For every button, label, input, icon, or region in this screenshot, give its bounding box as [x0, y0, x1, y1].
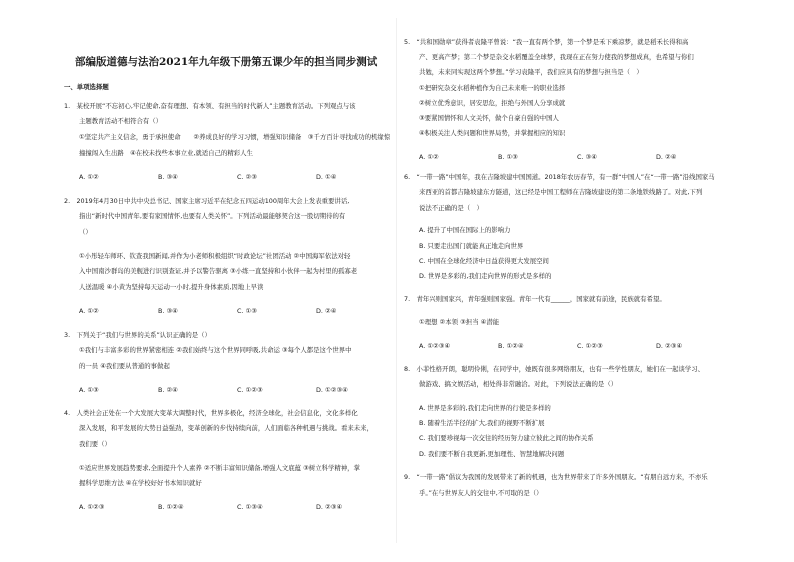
- q6-option-b[interactable]: B. 只要走出国门就能真正地走向世界: [419, 242, 524, 250]
- q5-line: 5. “共和国勋章”获得者袁隆平曾说：“我一直有两个梦，第一个梦是禾下乘凉梦，就是稻禾长得和高: [404, 38, 689, 46]
- q7-option-c[interactable]: C. ①②③: [577, 342, 603, 350]
- q2-option-b[interactable]: B. ③④: [158, 307, 178, 315]
- section-heading: 一、单项选择题: [64, 83, 109, 91]
- q1-line: 1. 某校开展“不忘初心,牢记使命,奋有理想、有本领、有担当的时代新人”主题教育活动。下列观点与该: [64, 102, 356, 110]
- q8-option-a[interactable]: A. 世界是多彩的,我们走向世界的行使是多样的: [419, 404, 551, 412]
- q6-line: 说法不正确的是（ ）: [419, 204, 483, 212]
- q7-option-a[interactable]: A. ①②③④: [419, 342, 451, 350]
- q7-option-d[interactable]: D. ②③④: [656, 342, 683, 350]
- q5-line: 产、更高产梦；第二个梦是杂交水稻覆盖全球梦，我现在正在努力使我的梦想成真，也希望与你们: [419, 53, 694, 61]
- column-divider: [396, 18, 397, 543]
- q8-option-d[interactable]: D. 我们要不断自我更新,更加理性、智慧地解决问题: [419, 450, 565, 458]
- q6-option-c[interactable]: C. 中国在全球化经济中日益获得更大发展空间: [419, 257, 549, 265]
- q3-line: 的一员 ④我们要从普通的事做起: [79, 362, 170, 370]
- q7-line: 7. 青年兴则国家兴，青年强则国家强。青年一代有______，国家就有前途，民族就有希望。: [404, 295, 666, 303]
- q3-option-a[interactable]: A. ①③: [79, 386, 99, 394]
- q5-line: 共勉，未来同实现这两个梦想。”学习袁隆平，我们应具有的梦想与担当是（ ）: [419, 68, 643, 76]
- q2-option-d[interactable]: D. ②④: [316, 307, 337, 315]
- q4-line: 我们要（）: [79, 440, 111, 448]
- q2-option-c[interactable]: C. ①③: [237, 307, 257, 315]
- q9-line: 9. “一带一路”倡议为我国的发展带来了新的机遇，也为世界带来了许多外国朋友。“有朋自远方来，不亦乐: [404, 473, 708, 481]
- q3-option-d[interactable]: D. ①②③④: [316, 386, 348, 394]
- q1-option-b[interactable]: B. ③④: [158, 173, 178, 181]
- q3-option-c[interactable]: C. ①②③: [237, 386, 263, 394]
- q3-option-b[interactable]: B. ②④: [158, 386, 178, 394]
- q3-line: 3. 下列关于“我们与世界的关系”认识正确的是（）: [64, 331, 211, 339]
- q8-option-c[interactable]: C. 我们要珍视每一次交往的经历努力建立彼此之间的协作关系: [419, 434, 594, 442]
- q3-line: ①我们与丰富多彩的世界紧密相连 ②我们始终与这个世界同呼吸,共命运 ③每个人都是这个世界中: [79, 346, 352, 354]
- q4-line: 深入发展，和平发展的大势日益强劲，变革创新的步伐持续向前，人们面临各种机遇与挑战。看来未来，: [79, 424, 373, 432]
- q2-line: ①小彤轻车师环、钦查我国新闻,并作为小老师积极组织“时政论坛”社团活动 ②中国海军依法对轻: [79, 252, 351, 260]
- q5-option-c[interactable]: C. ③④: [577, 153, 597, 161]
- q1-line: 主题教育活动不相符合有（）: [79, 117, 163, 125]
- q1-line: ①坚定共产主义信念，勇于承担使命 ②养成良好的学习习惯，增强知识储备 ③千方百计寻找成功的机缘惊: [79, 133, 391, 141]
- q4-option-d[interactable]: D. ②③④: [316, 503, 343, 511]
- q7-line: ①理想 ②本领 ③担当 ④潜能: [419, 318, 500, 326]
- q2-line: （）: [79, 228, 92, 236]
- q5-line: ④积极关注人类问题和世界局势，并掌握相应的知识: [419, 129, 566, 137]
- q8-option-b[interactable]: B. 随着生活半径的扩大,我们的视野不断扩展: [419, 419, 545, 427]
- q4-option-b[interactable]: B. ①②④: [158, 503, 184, 511]
- q4-line: 握科学思维方法 ④在学校好好书本知识就好: [79, 479, 202, 487]
- q2-line: 指出“新时代中国青年,要有家国情怀,也要有人类关怀”。下列活动最能够契合这一股切期待的有: [79, 212, 346, 220]
- q5-option-d[interactable]: D. ②④: [656, 153, 677, 161]
- q5-option-b[interactable]: B. ①③: [498, 153, 518, 161]
- q2-line: 入中国南沙群岛的美舰进行识别查证,并予以警告驱离 ③小练一直坚持和小伙伴一起为村里的孤寡老: [79, 267, 358, 275]
- q1-line: 撞撞闯入生出路 ④在校未找些本事立业,就适自己的精彩人生: [79, 149, 253, 157]
- q5-line: ①把研究杂交水稻种植作为自己未来唯一的职业选择: [419, 84, 566, 92]
- q4-option-c[interactable]: C. ①③④: [237, 503, 263, 511]
- q6-option-a[interactable]: A. 提升了中国在国际上的影响力: [419, 226, 511, 234]
- q4-line: 4. 人类社会正处在一个大发展大变革大调整时代，世界多极化，经济全球化，社会信息化，文化多样化: [64, 409, 358, 417]
- q4-option-a[interactable]: A. ①②③: [79, 503, 105, 511]
- exam-title: 部编版道德与法治2021年九年级下册第五课少年的担当同步测试: [75, 56, 378, 68]
- q1-option-d[interactable]: D. ①④: [316, 173, 337, 181]
- q6-line: 6. “一带一路”中国年，我在吉隆坡建中国国道。2018年农历春节，有一群“中国人”在“一带一路”沿线国家马: [404, 173, 715, 181]
- q8-line: 做游戏、搞文娱活动，相处得非常融洽。对此，下列说法正确的是（）: [419, 380, 618, 388]
- q2-line: 人送温暖 ④小黄为坚持每天运动一小时,提升身体素质,因地上早读: [79, 283, 264, 291]
- q7-option-b[interactable]: B. ①②④: [498, 342, 524, 350]
- q1-option-a[interactable]: A. ①②: [79, 173, 99, 181]
- q2-option-a[interactable]: A. ①②: [79, 307, 99, 315]
- q5-line: ③要紧国情怀和人文关怀，做个自豪自强的中国人: [419, 114, 559, 122]
- q1-option-c[interactable]: C. ②③: [237, 173, 257, 181]
- q6-line: 来西亚的首都吉隆坡建东方隧道，这已经是中国工程师在吉隆坡建设的第二条地铁线路了。对此,下列: [419, 188, 703, 196]
- q5-option-a[interactable]: A. ①②: [419, 153, 439, 161]
- q4-line: ①适应世界发展趋势要求,全面提升个人素养 ②不断丰富知识储备,增强人文底蕴 ③树立科学精神，掌: [79, 464, 360, 472]
- q9-line: 乎。”在与世界友人的交往中,不可取的是（）: [419, 489, 543, 497]
- q5-line: ②树立优秀意识，居安思危，拒绝与外国人分享成就: [419, 99, 566, 107]
- q6-option-d[interactable]: D. 世界是多彩的,我们走向世界的形式是多样的: [419, 272, 552, 280]
- q8-line: 8. 小菲性格开朗，聪明伶俐，在同学中，她既有很多网络朋友，也有一些学性朋友，她们在一起谈学习、: [404, 365, 705, 373]
- q2-line: 2. 2019年4月30日中共中央总书记、国家主席习近平在纪念五四运动100周年大会上发表重要讲话,: [64, 197, 350, 205]
